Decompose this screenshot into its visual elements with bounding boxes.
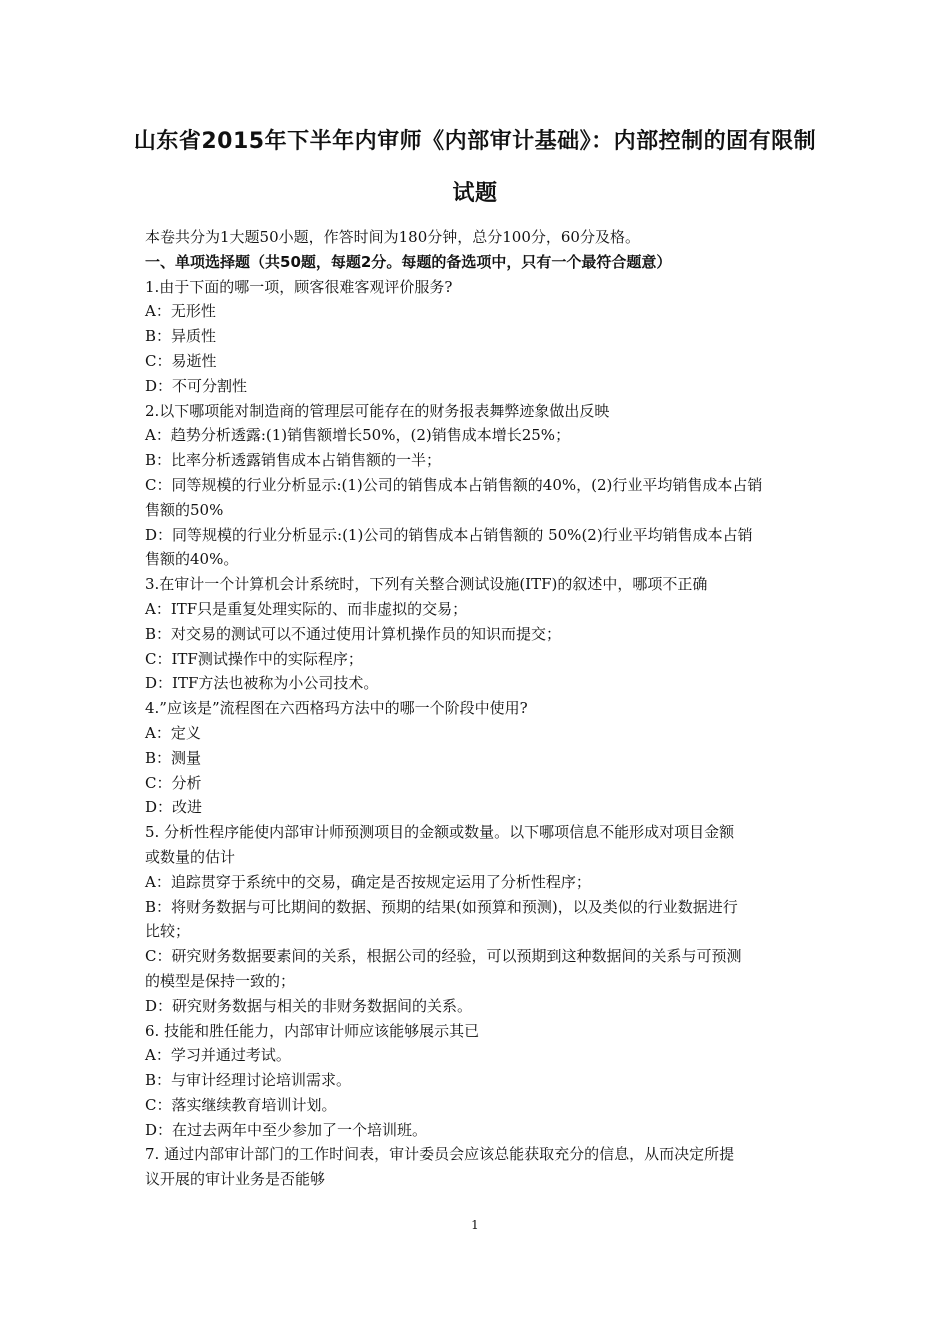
text-line: C：落实继续教育培训计划。 (145, 1095, 337, 1114)
text-line: B：异质性 (145, 327, 217, 346)
text-line: A：ITF只是重复处理实际的、而非虚拟的交易； (145, 599, 468, 618)
text-line: 5. 分析性程序能使内部审计师预测项目的金额或数量。以下哪项信息不能形成对项目金额 (145, 823, 735, 842)
title-line-2: 试题 (452, 181, 498, 206)
text-line: B：与审计经理讨论培训需求。 (145, 1071, 352, 1090)
text-line: 2.以下哪项能对制造商的管理层可能存在的财务报表舞弊迹象做出反映 (145, 401, 610, 420)
text-line: D：ITF方法也被称为小公司技术。 (145, 674, 379, 693)
text-line: 售额的40%。 (145, 550, 239, 569)
text-line: D：改进 (145, 798, 203, 817)
text-line: 议开展的审计业务是否能够 (145, 1170, 326, 1189)
text-line: A：定义 (145, 723, 201, 742)
page-number: 1 (471, 1218, 479, 1232)
text-line: A：追踪贯穿于系统中的交易，确定是否按规定运用了分析性程序； (145, 872, 591, 891)
text-line: C：分析 (145, 773, 202, 792)
text-line: 本卷共分为1大题50小题，作答时间为180分钟，总分100分，60分及格。 (145, 228, 640, 246)
document-body (145, 225, 813, 1192)
text-line: 6. 技能和胜任能力，内部审计师应该能够展示其已 (145, 1021, 480, 1040)
text-line: 7. 通过内部审计部门的工作时间表，审计委员会应该总能获取充分的信息，从而决定所提 (145, 1145, 735, 1164)
text-line: B：比率分析透露销售成本占销售额的一半； (145, 451, 442, 470)
title-line-1: 山东省2015年下半年内审师《内部审计基础》：内部控制的固有限制 (133, 129, 817, 154)
text-line: C：研究财务数据要素间的关系，根据公司的经验，可以预期到这种数据间的关系与可预测 (145, 947, 742, 966)
text-line: 的模型是保持一致的； (145, 971, 296, 990)
text-line: A：趋势分析透露:(1)销售额增长50%，(2)销售成本增长25%； (145, 426, 571, 445)
text-line: 或数量的估计 (145, 847, 236, 866)
section-heading: 一、单项选择题（共50题，每题2分。每题的备选项中，只有一个最符合题意） (145, 252, 672, 271)
text-line: A：无形性 (145, 302, 216, 321)
text-line: 售额的50% (145, 500, 224, 519)
text-line: 4.”应该是”流程图在六西格玛方法中的哪一个阶段中使用? (145, 699, 528, 718)
text-line: D：在过去两年中至少参加了一个培训班。 (145, 1120, 428, 1139)
text-line: B：将财务数据与可比期间的数据、预期的结果(如预算和预测)，以及类似的行业数据进行 (145, 897, 738, 916)
text-line: 3.在审计一个计算机会计系统时，下列有关整合测试设施(ITF)的叙述中，哪项不正确 (145, 575, 708, 594)
text-line: A：学习并通过考试。 (145, 1046, 291, 1065)
text-line: D：不可分割性 (145, 376, 248, 395)
text-line: B：对交易的测试可以不通过使用计算机操作员的知识而提交； (145, 624, 562, 643)
text-line: D：研究财务数据与相关的非财务数据间的关系。 (145, 996, 473, 1015)
text-line: B：测量 (145, 748, 202, 767)
text-line: 比较； (145, 922, 191, 941)
text-line: C：易逝性 (145, 351, 217, 370)
text-line: C：同等规模的行业分析显示:(1)公司的销售成本占销售额的40%，(2)行业平均销售成本占销 (145, 475, 763, 494)
text-line: D：同等规模的行业分析显示:(1)公司的销售成本占销售额的 50%(2)行业平均销售成本占销 (145, 525, 753, 544)
text-line: C：ITF测试操作中的实际程序； (145, 649, 363, 668)
text-line: 1.由于下面的哪一项，顾客很难客观评价服务? (145, 277, 453, 296)
